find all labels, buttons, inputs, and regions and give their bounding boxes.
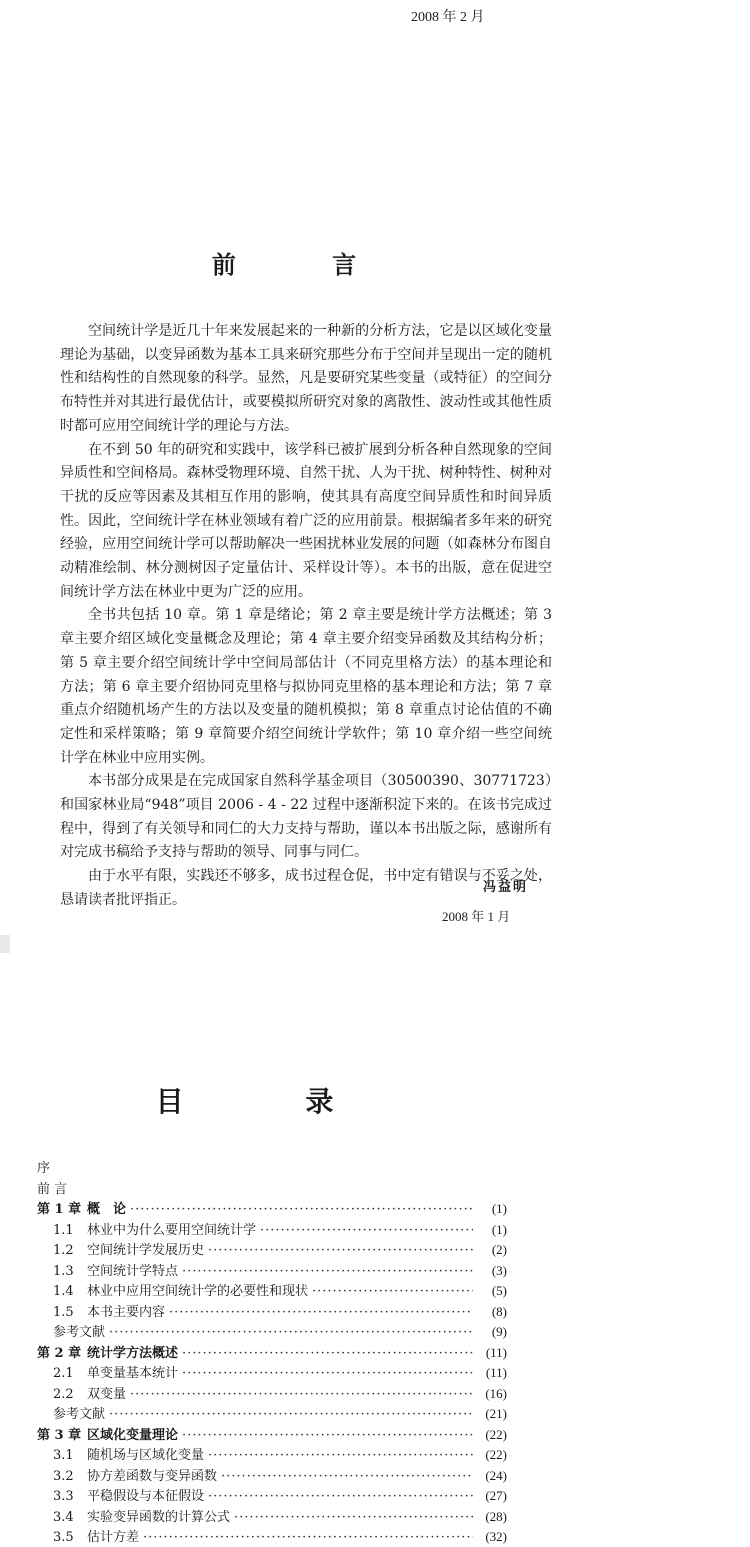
preface-title: 前 言 [211, 250, 401, 279]
toc-dot-leader [182, 1346, 473, 1361]
toc-title: 目 录 [155, 1085, 390, 1118]
toc-entry[interactable] [37, 1198, 507, 1219]
toc-entry-title: 单变量基本统计 [87, 1366, 179, 1381]
toc-entry-page: (11) [485, 1344, 507, 1360]
toc-entry-title: 随机场与区域化变量 [87, 1448, 205, 1463]
toc-entry[interactable] [37, 1383, 507, 1404]
toc-dot-leader [130, 1202, 473, 1217]
toc-entry[interactable] [37, 1506, 507, 1527]
toc-entry-number: 1.2 [53, 1243, 74, 1258]
toc-dot-leader [260, 1223, 473, 1238]
toc-entry-title: 平稳假设与本征假设 [87, 1489, 205, 1504]
toc-entry-title: 林业中为什么要用空间统计学 [87, 1222, 257, 1238]
toc-dot-leader [208, 1489, 473, 1504]
toc-dot-leader [182, 1428, 473, 1443]
toc-entry-number: 第 3 章 [37, 1427, 82, 1443]
toc-entry[interactable] [37, 1260, 507, 1281]
toc-entry[interactable] [37, 1239, 507, 1260]
toc-dot-leader [182, 1264, 473, 1279]
toc-entry-page: (5) [491, 1283, 507, 1298]
toc-entry-page: (24) [485, 1467, 507, 1483]
toc-entry[interactable] [37, 1219, 507, 1240]
toc-entry-title: 参考文献 [53, 1407, 106, 1422]
toc-entry[interactable] [37, 1403, 507, 1424]
toc-entry-page: (27) [485, 1488, 507, 1503]
toc-entry[interactable] [37, 1424, 507, 1445]
toc-entry[interactable] [37, 1485, 507, 1506]
toc-entry-page: (3) [491, 1262, 507, 1278]
toc-entry-title: 概 论 [87, 1202, 127, 1217]
toc-entry-number: 第 2 章 [37, 1345, 82, 1361]
toc-entry[interactable] [37, 1362, 507, 1383]
toc-entry-title: 林业中应用空间统计学的必要性和现状 [87, 1284, 309, 1299]
toc-entry-number: 1.4 [53, 1284, 74, 1299]
preface-author: 冯益明 [482, 880, 528, 895]
toc-dot-leader [130, 1387, 473, 1402]
toc-entry-page: (2) [491, 1242, 507, 1257]
toc-entry-page: (8) [491, 1303, 507, 1319]
toc-entry[interactable] [37, 1465, 507, 1486]
toc-dot-leader [312, 1284, 473, 1299]
toc-entry-number: 1.1 [53, 1222, 74, 1238]
previous-page-date: 2008 年 2 月 [411, 10, 485, 25]
toc-entry-page: (1) [491, 1201, 507, 1216]
toc-dot-leader [234, 1510, 473, 1525]
toc-entry-number: 3.4 [53, 1509, 74, 1525]
toc-entry-page: (1) [491, 1221, 507, 1237]
toc-entry[interactable] [37, 1301, 507, 1322]
preface-body [60, 320, 552, 913]
toc-entry[interactable] [37, 1342, 507, 1363]
toc-entry-page: (22) [485, 1447, 507, 1462]
toc-entry-page: (32) [485, 1529, 507, 1544]
toc-entry-title: 本书主要内容 [87, 1304, 166, 1320]
toc-entry-page: (16) [485, 1385, 507, 1401]
toc-entry-number: 1.5 [53, 1304, 74, 1320]
toc-dot-leader [109, 1407, 473, 1422]
toc-entry-title: 协方差函数与变异函数 [87, 1468, 218, 1484]
toc-entry[interactable] [37, 1157, 507, 1178]
preface-paragraph: 在不到 50 年的研究和实践中，该学科已被扩展到分析各种自然现象的空间异质性和空间格局。森林受物理环境、自然干扰、人为干扰、树种特性、树种对干扰的反应等因素及其相互作用的影响，使其具有高度空间异质性和时间异质性。因此，空间统计学在林业领域有着广泛的应用前景。根据编者多年来的研究经验，应用空间统计学可以帮助解决一些困扰林业发展的问题（如森林分布图自动精准绘制、林分测树因子定量估计、采样设计等）。本书的出版，意在促进空间统计学方法在林业中更为广泛的应用。 [60, 441, 552, 600]
table-of-contents [37, 1157, 507, 1547]
toc-dot-leader [221, 1469, 473, 1484]
toc-entry-number: 3.3 [53, 1489, 74, 1504]
toc-entry-title: 统计学方法概述 [87, 1345, 179, 1361]
toc-entry-title: 估计方差 [87, 1530, 140, 1545]
toc-dot-leader [109, 1325, 473, 1340]
toc-entry-page: (21) [485, 1406, 507, 1421]
toc-entry-number: 2.1 [53, 1366, 74, 1381]
toc-entry-number: 2.2 [53, 1386, 74, 1402]
toc-entry-title: 空间统计学发展历史 [87, 1243, 205, 1258]
toc-entry-title: 双变量 [87, 1386, 127, 1402]
toc-entry-title: 空间统计学特点 [87, 1263, 179, 1279]
toc-dot-leader [169, 1305, 473, 1320]
toc-entry[interactable] [37, 1444, 507, 1465]
toc-entry-number: 3.1 [53, 1448, 74, 1463]
toc-entry[interactable] [37, 1280, 507, 1301]
toc-dot-leader [182, 1366, 473, 1381]
preface-paragraph: 由于水平有限，实践还不够多，成书过程仓促，书中定有错误与不妥之处，恳请读者批评指正。 [60, 868, 552, 908]
toc-entry[interactable] [37, 1178, 507, 1199]
toc-dot-leader [208, 1448, 473, 1463]
toc-entry-page: (9) [491, 1324, 507, 1339]
toc-entry-title: 前 言 [37, 1181, 68, 1197]
toc-entry[interactable] [37, 1526, 507, 1547]
toc-entry[interactable] [37, 1321, 507, 1342]
toc-entry-title: 序 [37, 1161, 51, 1176]
toc-entry-number: 3.2 [53, 1468, 74, 1484]
toc-entry-number: 第 1 章 [37, 1202, 82, 1217]
preface-paragraph: 全书共包括 10 章。第 1 章是绪论；第 2 章主要是统计学方法概述；第 3 章主要介绍区域化变量概念及理论；第 4 章主要介绍变异函数及其结构分析；第 5 章主要介绍空间统计学中空间局部估计（不同克里格方法）的基本理论和方法；第 6 章主要介绍协同克里格与拟协同克里格的基本理论和方法；第 7 章重点介绍随机场产生的方法以及变量的随机模拟；第 8 章重点讨论估值的不确定性和采样策略；第 9 章简要介绍空间统计学软件；第 10 章介绍一些空间统计学在林业中应用实例。 [60, 607, 552, 766]
toc-dot-leader [143, 1530, 473, 1545]
page-edge-mark [0, 935, 10, 953]
toc-entry-title: 区域化变量理论 [87, 1427, 179, 1443]
toc-entry-page: (28) [485, 1508, 507, 1524]
toc-entry-title: 参考文献 [53, 1325, 106, 1340]
toc-entry-page: (22) [485, 1426, 507, 1442]
preface-paragraph: 空间统计学是近几十年来发展起来的一种新的分析方法，它是以区域化变量理论为基础，以变异函数为基本工具来研究那些分布于空间并呈现出一定的随机性和结构性的自然现象的科学。显然，凡是要研究某些变量（或特征）的空间分布特性并对其进行最优估计，或要模拟所研究对象的离散性、波动性或其他性质时都可应用空间统计学的理论与方法。 [60, 323, 552, 434]
toc-entry-title: 实验变异函数的计算公式 [87, 1509, 231, 1525]
preface-date: 2008 年 1 月 [442, 909, 511, 924]
toc-entry-page: (11) [485, 1365, 507, 1380]
preface-paragraph: 本书部分成果是在完成国家自然科学基金项目（30500390、30771723）和国家林业局“948”项目 2006 - 4 - 22 过程中逐渐积淀下来的。在该书完成过程中，得到了有关领导和同仁的大力支持与帮助，谨以本书出版之际，感谢所有对完成书稿给予支持与帮助的领导、同事与同仁。 [60, 773, 552, 861]
toc-entry-number: 1.3 [53, 1263, 74, 1279]
toc-entry-number: 3.5 [53, 1530, 74, 1545]
toc-dot-leader [208, 1243, 473, 1258]
